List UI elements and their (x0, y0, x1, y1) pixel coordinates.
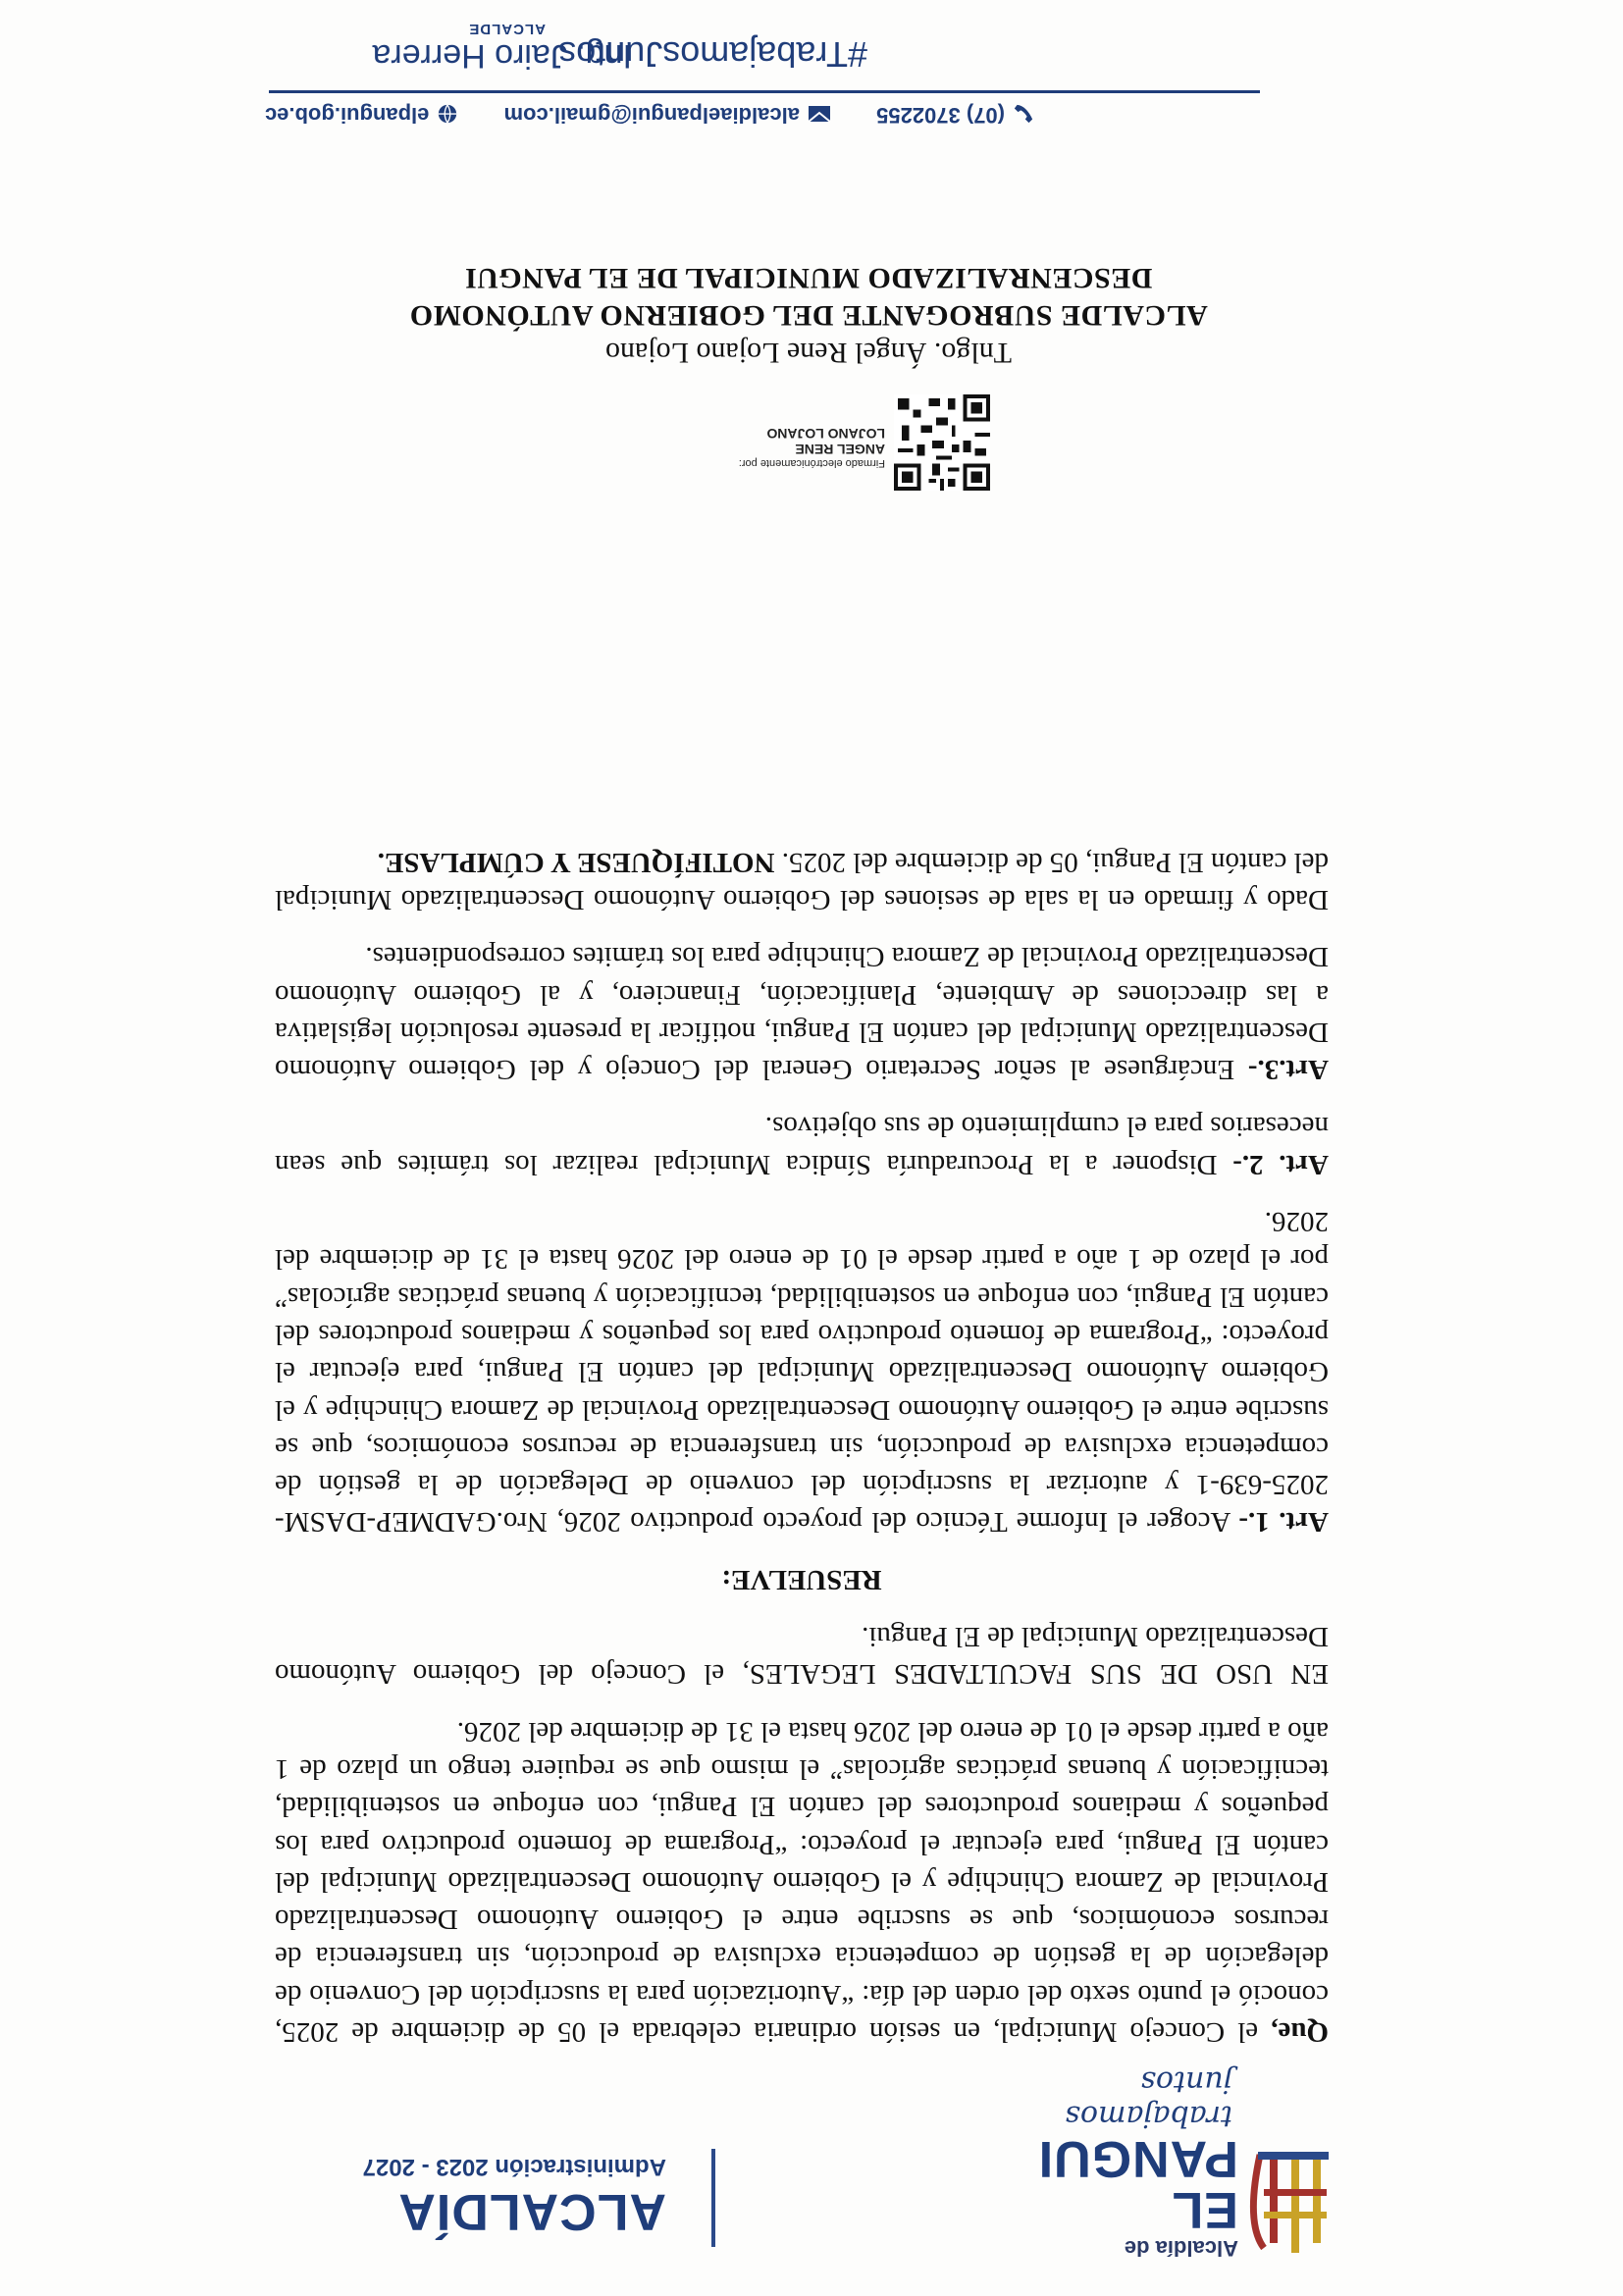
dado-text: Dado y firmado en la sala de sesiones del Gobierno Autónomo Descentralizado Municipal del cantón El Pangui, 05 de diciembre del 2025. (275, 846, 1329, 915)
alcaldia-block (362, 2153, 666, 2240)
qr-caption-name-1: ANGEL RENE (795, 442, 885, 457)
phone-contact (876, 103, 1034, 128)
signature-qr-code-icon (894, 394, 990, 491)
article-3-label: Art.3.- (1247, 1054, 1329, 1086)
logo-prefix: Alcaldía de (1124, 2236, 1238, 2261)
email-address: alcaldiaelpangui@gmail.com (503, 103, 800, 128)
footer-signer-role: ALCALDE (468, 21, 546, 37)
globe-icon (437, 103, 458, 125)
qr-caption-name-2: LOJANO LOJANO (766, 426, 885, 442)
qr-caption-label: Firmado electrónicamente por: (738, 457, 885, 469)
website-url: elpangui.gob.ec (264, 103, 430, 128)
signer-name: Tnlgo. Ángel Rene Lojano Lojano (604, 337, 1013, 369)
resolution-body (275, 843, 1329, 2051)
article-3 (275, 938, 1329, 1088)
email-icon (808, 105, 831, 123)
el-pangui-emblem-icon (1240, 2145, 1329, 2263)
header-divider (711, 2149, 715, 2247)
qr-caption (739, 426, 885, 469)
letterhead (0, 2064, 1623, 2296)
en-uso-paragraph: EN USO DE SUS FACULTADES LEGALES, el Concejo del Gobierno Autónomo Descentralizado Municipal de El Pangui. (275, 1621, 1329, 1691)
article-2 (275, 1108, 1329, 1183)
signer-title-line-1: ALCALDE SUBROGANTE DEL GOBIERNO AUTÓNOMO (409, 299, 1208, 332)
que-text: el Concejo Municipal, en sesión ordinaria celebrada el 05 de diciembre de 2025, conoció el punto sexto del orden del día: “Autorización para la suscripción del Convenio de delegación de la gestión de competencia exclusiva de producción, sin transferencia de recursos económicos, que se suscribe entre el Gobierno Autónomo Descentralizado Provincial de Zamora Chinchipe y el Gobierno Autónomo Descentralizado Municipal del cantón El Pangui, para ejecutar el proyecto: “Programa de fomento productivo para los pequeños y medianos productores del cantón El Pangui, con enfoque en sostenibilidad, tecnificación y buenas prácticas agrícolas” el mismo que se requiere tengo un plazo de 1 año a partir desde el 01 de enero del 2026 hasta el 31 de diciembre del 2026. (275, 1715, 1329, 2048)
website-contact (265, 103, 458, 128)
article-1-text: Acoger el Informe Técnico del proyecto productivo 2026, Nro.GADMEP-DASM-2025-639-1 y autorizar la suscripción del convenio de Delegación de la gestión de competencia exclusiva de producción, sin transferencia de recursos económicos, que se suscribe entre el Gobierno Autónomo Descentralizado Provincial de Zamora Chinchipe y el Gobierno Autónomo Descentralizado Municipal del cantón El Pangui, para ejecutar el proyecto: “Programa de fomento productivo para los pequeños y medianos productores del cantón El Pangui, con enfoque en sostenibilidad, tecnificación y buenas prácticas agrícolas” por el plazo de 1 año a partir desde el 01 de enero del 2026 hasta el 31 de diciembre del 2026. (275, 1206, 1329, 1539)
footer-hashtag: #TrabajamosJuntos (558, 34, 867, 75)
article-3-text: Encárguese al señor Secretario General del Concejo y del Gobierno Autónomo Descentralizado Municipal del cantón El Pangui, notificar la presente resolución legislativa a las direcciones de Ambiente, Planificación, Financiero, y al Gobierno Autónomo Descentralizado Provincial de Zamora Chinchipe para los trámites correspondientes. (275, 941, 1329, 1086)
considerando-paragraph (275, 1712, 1329, 2051)
logo-title: EL PANGUI (1037, 2130, 1238, 2238)
page-footer (0, 0, 1623, 128)
dado-paragraph (275, 843, 1329, 918)
email-contact (504, 103, 831, 128)
signer-title-line-2: DESCENRALIZADO MUNICIPAL DE EL PANGUI (464, 262, 1153, 294)
signature-block (367, 259, 1250, 371)
footer-signer-name: Ing. Jairo Herrera (372, 37, 632, 75)
article-1 (275, 1203, 1329, 1541)
logo-slogan: trabajamos juntos (1065, 2064, 1232, 2133)
resuelve-heading (275, 1560, 1329, 1597)
que-label: Que, (1271, 2016, 1329, 2048)
phone-icon (1013, 103, 1034, 125)
article-2-text: Disponer a la Procuraduría Síndica Municipal realizar los trámites que sean necesarios para el cumplimiento de sus objetivos. (275, 1111, 1329, 1180)
alcaldia-subtitle: Administración 2023 - 2027 (362, 2154, 666, 2180)
resuelve-label: RESUELVE: (721, 1563, 882, 1595)
article-1-label: Art. 1.- (1238, 1506, 1329, 1539)
notifiquese-label: NOTIFÍQUESE Y CÚMPLASE. (377, 846, 775, 878)
article-2-label: Art. 2.- (1232, 1148, 1329, 1180)
alcaldia-title: ALCALDÍA (397, 2183, 666, 2240)
contact-row (226, 102, 1034, 128)
phone-number: (07) 3702255 (876, 103, 1005, 128)
el-pangui-logo (1037, 2064, 1329, 2263)
footer-divider (269, 90, 1260, 93)
